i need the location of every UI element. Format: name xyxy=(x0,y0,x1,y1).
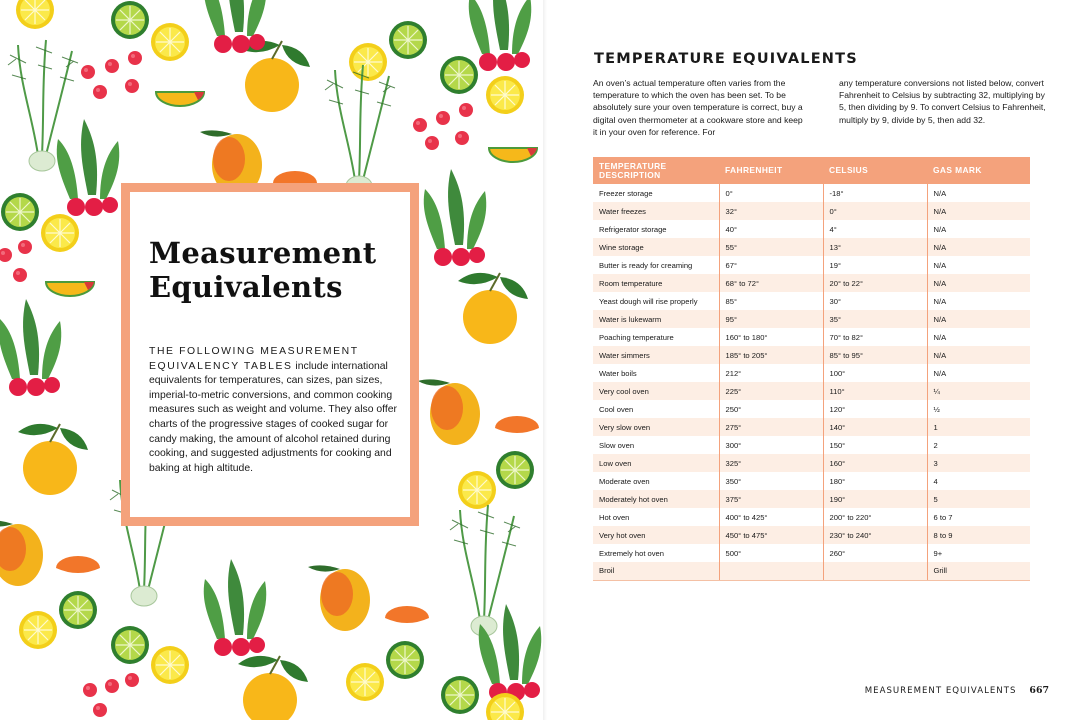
mango-icon xyxy=(308,565,370,631)
cell-fahrenheit: 67° xyxy=(719,256,823,274)
tangerine-segment-icon xyxy=(385,606,429,623)
lemon-icon xyxy=(346,663,384,701)
table-body xyxy=(593,184,1030,580)
cell-celsius: -18° xyxy=(823,184,927,202)
cell-description: Refrigerator storage xyxy=(599,224,667,234)
lemon-icon xyxy=(151,646,189,684)
lime-icon xyxy=(389,21,427,59)
lime-icon xyxy=(496,451,534,489)
mango-slice-icon xyxy=(156,92,204,106)
cell-description: Very slow oven xyxy=(593,418,719,436)
running-footer-section: MEASUREMENT EQUIVALENTS xyxy=(864,686,1017,696)
table-row xyxy=(593,436,1030,454)
table-row xyxy=(593,562,1030,580)
cell-celsius: 100° xyxy=(823,364,927,382)
cell-gas-mark: Grill xyxy=(927,562,1030,580)
tangerine-segment-icon xyxy=(56,556,100,573)
header-celsius: CELSIUS xyxy=(823,157,927,184)
cell-gas-mark: N/A xyxy=(927,238,1030,256)
cell-fahrenheit: 350° xyxy=(719,472,823,490)
arugula-radish-icon xyxy=(0,299,61,396)
page-footer xyxy=(865,685,1049,696)
cell-description: Room temperature xyxy=(593,274,719,292)
cell-fahrenheit: 375° xyxy=(719,490,823,508)
table-row xyxy=(593,472,1030,490)
cell-fahrenheit xyxy=(719,562,823,580)
cell-fahrenheit: 40° xyxy=(719,220,823,238)
arugula-radish-icon xyxy=(204,0,267,53)
cell-description: Very cool oven xyxy=(593,382,719,400)
header-description: TEMPERATURE DESCRIPTION xyxy=(593,157,719,184)
cell-fahrenheit: 450° to 475° xyxy=(719,526,823,544)
lime-icon xyxy=(111,626,149,664)
cell-description: Poaching temperature xyxy=(599,332,674,342)
cell-gas-mark: 3 xyxy=(927,454,1030,472)
cell-gas-mark: 8 to 9 xyxy=(927,526,1030,544)
cell-fahrenheit: 68° to 72° xyxy=(719,274,823,292)
lime-icon xyxy=(111,1,149,39)
table-row xyxy=(593,418,1030,436)
cell-description: Very hot oven xyxy=(593,526,719,544)
cell-celsius: 20° to 22° xyxy=(823,274,927,292)
tangerine-segment-icon xyxy=(495,416,539,433)
cell-gas-mark: N/A xyxy=(927,292,1030,310)
table-row xyxy=(593,454,1030,472)
cell-gas-mark: 5 xyxy=(927,490,1030,508)
chapter-intro-body: include international equivalents for temperatures, can sizes, pan sizes, imperial-to-metric conversions, and common cooking measures such as weight and volume. They also offer charts of the progressive stages of cooked sugar for candy making, the amount of alcohol retained during cooking, and suggested adjustments for cooking and baking at high altitude. xyxy=(149,360,397,474)
lemon-icon xyxy=(151,23,189,61)
mango-icon xyxy=(418,379,480,445)
cell-description: Extremely hot oven xyxy=(599,548,664,558)
lime-icon xyxy=(1,193,39,231)
cell-gas-mark: N/A xyxy=(927,364,1030,382)
intro-paragraph-col2: any temperature conversions not listed below, convert Fahrenheit to Celsius by subtracting 32, multiplying by 5, then dividing by 9. To convert Celsius to Fahrenheit, multiply by 9, divide by 5, then add 32. xyxy=(839,78,1046,125)
dill-fennel-icon xyxy=(8,40,78,171)
cell-celsius: 150° xyxy=(823,436,927,454)
table-row xyxy=(593,310,1030,328)
cell-fahrenheit: 212° xyxy=(719,364,823,382)
grapefruit-icon xyxy=(240,41,310,112)
mango-slice-icon xyxy=(489,148,537,162)
table-row xyxy=(593,526,1030,544)
cell-gas-mark: 4 xyxy=(927,472,1030,490)
lemon-icon xyxy=(19,611,57,649)
chapter-intro xyxy=(149,345,407,476)
cell-gas-mark: ½ xyxy=(927,400,1030,418)
table-header-row xyxy=(593,157,1030,184)
cell-celsius: 120° xyxy=(823,400,927,418)
cell-fahrenheit: 0° xyxy=(719,184,823,202)
cell-gas-mark: 2 xyxy=(927,436,1030,454)
cell-fahrenheit: 325° xyxy=(719,454,823,472)
cell-celsius: 180° xyxy=(823,472,927,490)
page-number: 667 xyxy=(1029,685,1049,696)
lime-icon xyxy=(59,591,97,629)
cell-celsius: 160° xyxy=(823,454,927,472)
table-row xyxy=(593,274,1030,292)
cell-gas-mark: N/A xyxy=(927,274,1030,292)
table-row xyxy=(593,382,1030,400)
cell-description: Freezer storage xyxy=(599,188,653,198)
chapter-title: Measurement Equivalents xyxy=(149,236,377,304)
cell-celsius: 19° xyxy=(823,256,927,274)
header-fahrenheit: FAHRENHEIT xyxy=(719,157,823,184)
table-row xyxy=(593,184,1030,202)
right-page xyxy=(547,0,1080,720)
table-row xyxy=(593,256,1030,274)
lemon-icon xyxy=(16,0,54,29)
cell-fahrenheit: 225° xyxy=(719,382,823,400)
table-row xyxy=(593,202,1030,220)
cell-celsius: 200° to 220° xyxy=(823,508,927,526)
table-row xyxy=(593,490,1030,508)
table-row xyxy=(593,328,1030,346)
temperature-table xyxy=(593,157,1030,581)
arugula-radish-icon xyxy=(204,559,267,656)
cell-description: Butter is ready for creaming xyxy=(599,260,693,270)
section-title: TEMPERATURE EQUIVALENTS xyxy=(594,51,858,67)
cell-fahrenheit: 250° xyxy=(719,400,823,418)
cell-celsius xyxy=(823,562,927,580)
cell-description: Water boils xyxy=(599,368,637,378)
grapefruit-icon xyxy=(238,656,308,720)
title-card xyxy=(121,183,419,526)
header-gas-mark: GAS MARK xyxy=(927,157,1030,184)
cell-celsius: 35° xyxy=(823,310,927,328)
cell-fahrenheit: 185° to 205° xyxy=(719,346,823,364)
cell-fahrenheit: 85° xyxy=(719,292,823,310)
cell-description: Yeast dough will rise properly xyxy=(599,296,698,306)
cell-gas-mark: 1 xyxy=(927,418,1030,436)
mango-slice-icon xyxy=(46,282,94,296)
cell-fahrenheit: 160° to 180° xyxy=(719,328,823,346)
cell-gas-mark: N/A xyxy=(927,256,1030,274)
cell-gas-mark: N/A xyxy=(927,328,1030,346)
cell-fahrenheit: 500° xyxy=(719,544,823,562)
cell-celsius: 140° xyxy=(823,418,927,436)
lime-icon xyxy=(386,641,424,679)
cell-description: Low oven xyxy=(593,454,719,472)
table-row xyxy=(593,400,1030,418)
cell-celsius: 13° xyxy=(823,238,927,256)
cell-description: Wine storage xyxy=(593,238,719,256)
cell-celsius: 85° to 95° xyxy=(823,346,927,364)
chapter-intro-lead: THE FOLLOWING MEASUREMENT EQUIVALENCY TABLES xyxy=(149,346,359,372)
cell-description: Hot oven xyxy=(599,512,630,522)
table-row xyxy=(593,220,1030,238)
intro-paragraph-col1: An oven’s actual temperature often varies from the temperature to which the oven has been set. To be absolutely sure your oven temperature is correct, buy a digital oven thermometer at a cookware store and keep it in your oven for reference. For xyxy=(593,78,803,137)
cell-celsius: 30° xyxy=(823,292,927,310)
cell-gas-mark: N/A xyxy=(927,220,1030,238)
cell-fahrenheit: 275° xyxy=(719,418,823,436)
cell-gas-mark: ¼ xyxy=(927,382,1030,400)
arugula-radish-icon xyxy=(469,0,532,71)
lemon-icon xyxy=(486,76,524,114)
arugula-radish-icon xyxy=(57,119,120,216)
cell-fahrenheit: 300° xyxy=(719,436,823,454)
dill-fennel-icon xyxy=(325,65,395,196)
cell-description: Water is lukewarm xyxy=(593,310,719,328)
table-row xyxy=(593,346,1030,364)
arugula-radish-icon xyxy=(424,169,487,266)
lemon-icon xyxy=(458,471,496,509)
cell-fahrenheit: 55° xyxy=(719,238,823,256)
grapefruit-icon xyxy=(18,424,88,495)
lime-icon xyxy=(441,676,479,714)
cell-celsius: 0° xyxy=(823,202,927,220)
cell-celsius: 110° xyxy=(823,382,927,400)
table-row xyxy=(593,364,1030,382)
mango-icon xyxy=(0,520,43,586)
cell-description: Moderately hot oven xyxy=(593,490,719,508)
lemon-icon xyxy=(41,214,79,252)
grapefruit-icon xyxy=(458,273,528,344)
table-row xyxy=(593,508,1030,526)
cell-description: Water simmers xyxy=(593,346,719,364)
table-row xyxy=(593,238,1030,256)
cell-gas-mark: 9+ xyxy=(927,544,1030,562)
cell-description: Broil xyxy=(593,562,719,580)
cell-fahrenheit: 400° to 425° xyxy=(719,508,823,526)
cell-description: Slow oven xyxy=(599,440,635,450)
table-row xyxy=(593,544,1030,562)
cell-fahrenheit: 32° xyxy=(719,202,823,220)
cell-celsius: 70° to 82° xyxy=(823,328,927,346)
cell-fahrenheit: 95° xyxy=(719,310,823,328)
cell-celsius: 4° xyxy=(823,220,927,238)
lemon-icon xyxy=(349,43,387,81)
cell-gas-mark: N/A xyxy=(927,202,1030,220)
cell-description: Cool oven xyxy=(599,404,634,414)
cell-celsius: 190° xyxy=(823,490,927,508)
cell-description: Water freezes xyxy=(593,202,719,220)
table-row xyxy=(593,292,1030,310)
cell-gas-mark: N/A xyxy=(927,346,1030,364)
cell-celsius: 260° xyxy=(823,544,927,562)
cell-gas-mark: N/A xyxy=(927,184,1030,202)
cell-gas-mark: N/A xyxy=(927,310,1030,328)
cell-description: Moderate oven xyxy=(599,476,650,486)
cell-gas-mark: 6 to 7 xyxy=(927,508,1030,526)
cell-celsius: 230° to 240° xyxy=(823,526,927,544)
lime-icon xyxy=(440,56,478,94)
